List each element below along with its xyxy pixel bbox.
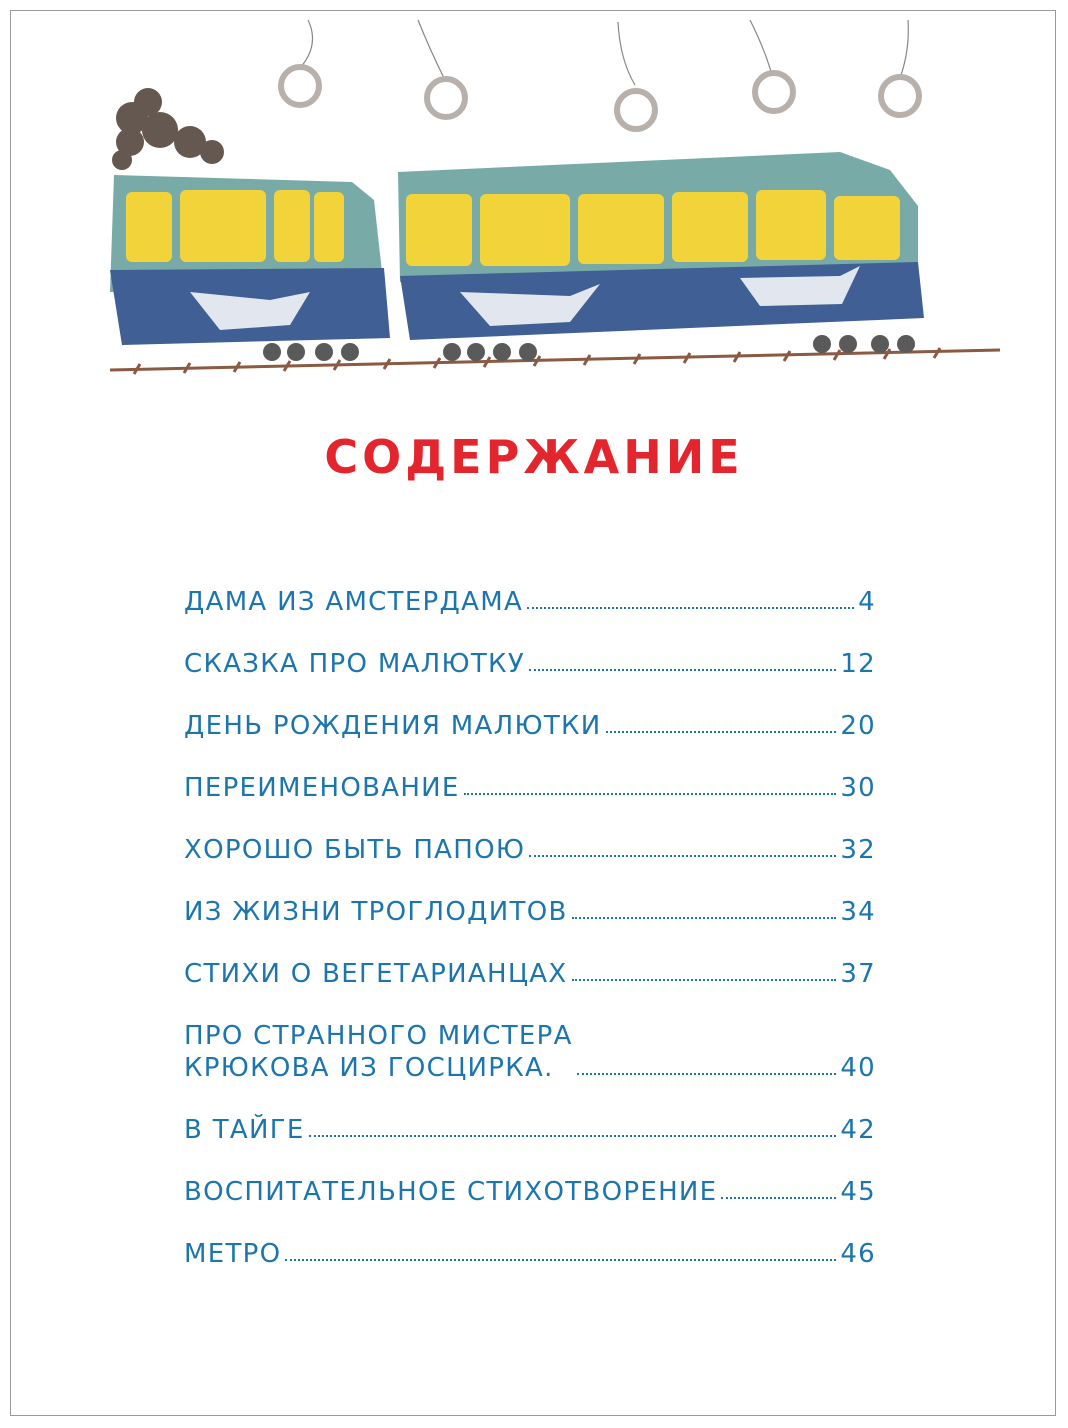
dot-leader <box>721 1197 836 1199</box>
metro-train-illustration <box>100 0 1010 390</box>
toc-entry-title-line: КРЮКОВА ИЗ ГОСЦИРКА. <box>184 1053 554 1083</box>
train-car-2 <box>398 152 924 361</box>
toc-entry-title <box>184 896 568 928</box>
toc-entry-title <box>184 648 525 680</box>
toc-entry <box>184 804 876 866</box>
toc-page-number: 34 <box>840 897 876 927</box>
dot-leader <box>572 917 837 919</box>
toc-page-number: 42 <box>840 1115 876 1145</box>
toc-entry-title <box>184 1114 305 1146</box>
dot-leader <box>309 1135 837 1137</box>
toc-entry <box>184 618 876 680</box>
toc-entry <box>184 1146 876 1208</box>
dot-leader <box>577 1073 837 1075</box>
toc-entry-title <box>184 1020 573 1084</box>
smoke <box>112 88 224 170</box>
toc-page-number: 4 <box>858 587 876 617</box>
toc-entry-title <box>184 586 523 618</box>
toc-entry-title <box>184 772 460 804</box>
dot-leader <box>285 1259 836 1261</box>
toc-entry <box>184 990 876 1084</box>
dot-leader <box>529 669 836 671</box>
toc-entry-title <box>184 958 568 990</box>
toc-page-number: 37 <box>840 959 876 989</box>
toc-entry <box>184 928 876 990</box>
toc-entry-title-line: ПЕРЕИМЕНОВАНИЕ <box>184 773 460 803</box>
toc-entry-title-line: МЕТРО <box>184 1239 282 1269</box>
toc-entry-title-line: ХОРОШО БЫТЬ ПАПОЮ <box>184 835 526 865</box>
page-title: СОДЕРЖАНИЕ <box>324 430 744 484</box>
toc-entry <box>184 1084 876 1146</box>
dot-leader <box>606 731 837 733</box>
toc-entry-title-line: СТИХИ О ВЕГЕТАРИАНЦАХ <box>184 959 568 989</box>
toc-entry <box>184 866 876 928</box>
toc-page-number: 12 <box>840 649 876 679</box>
toc-entry-title-line: ДАМА ИЗ АМСТЕРДАМА <box>184 587 524 617</box>
toc-entry-title-line: ДЕНЬ РОЖДЕНИЯ МАЛЮТКИ <box>184 711 602 741</box>
toc-page-number: 46 <box>840 1239 876 1269</box>
toc-entry-title-line: СКАЗКА ПРО МАЛЮТКУ <box>184 649 525 679</box>
toc-entry-title <box>184 834 525 866</box>
table-of-contents <box>184 556 876 1270</box>
toc-entry-title <box>184 1176 717 1208</box>
dot-leader <box>572 979 837 981</box>
toc-entry-title <box>184 1238 281 1270</box>
toc-entry-title-line: ВОСПИТАТЕЛЬНОЕ СТИХОТВОРЕНИЕ <box>184 1177 718 1207</box>
toc-entry-title-line: ИЗ ЖИЗНИ ТРОГЛОДИТОВ <box>184 897 568 927</box>
rails <box>110 348 1000 374</box>
toc-page-number: 20 <box>840 711 876 741</box>
toc-entry <box>184 680 876 742</box>
dot-leader <box>464 793 837 795</box>
dot-leader <box>529 855 836 857</box>
toc-entry-title-line: В ТАЙГЕ <box>184 1115 305 1145</box>
toc-page-number: 45 <box>840 1177 876 1207</box>
toc-entry <box>184 742 876 804</box>
toc-page-number: 32 <box>840 835 876 865</box>
toc-entry <box>184 1208 876 1270</box>
toc-page-number: 30 <box>840 773 876 803</box>
toc-entry-title-line: ПРО СТРАННОГО МИСТЕРА <box>184 1021 573 1051</box>
toc-entry-title <box>184 710 602 742</box>
dot-leader <box>527 607 854 609</box>
hanging-lamps <box>281 20 919 129</box>
train-car-1 <box>110 175 390 361</box>
toc-page-number: 40 <box>840 1053 876 1083</box>
toc-entry <box>184 556 876 618</box>
